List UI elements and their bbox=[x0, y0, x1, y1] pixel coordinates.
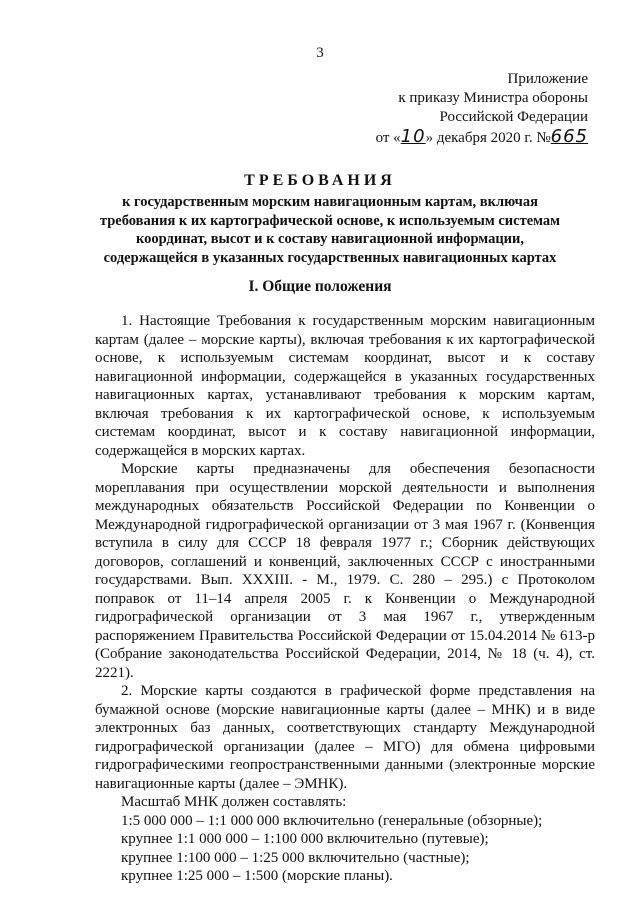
paragraph-4: Масштаб МНК должен составлять: bbox=[121, 794, 347, 810]
paragraph-2: Морские карты предназначены для обеспечения безопасности мореплавания при осуществлении морской деятельности и выполнения международных обязательств Российской Федерации по Конвенции о Международной гидрографической организации от 3 мая 1967 г. (Конвенция вступила в силу для СССР 18 февраля 1977 г.; Сборник действующих договоров, соглашений и конвенций, заключенных СССР с иностранными государствами. Вып. XXXIII. - М., 1979. С. 280 – 295.) с Протоколом поправок от 11–14 апреля 2005 г. к Конвенции о Международной гидрографической организации от 3 мая 1967 г., утвержденным распоряжением Правительства Российской Федерации от 15.04.2014 № 613-р (Собрание законодательства Российской Федерации, 2014, № 18 (ч. 4), ст. 2221). bbox=[95, 461, 595, 681]
document-body bbox=[95, 312, 595, 886]
date-prefix: от « bbox=[375, 130, 401, 146]
document-subtitle bbox=[80, 193, 580, 267]
section-heading: I. Общие положения bbox=[248, 278, 392, 295]
appendix-line-1: Приложение bbox=[507, 71, 588, 87]
appendix-date-line bbox=[338, 127, 588, 148]
list-item: крупнее 1:1 000 000 – 1:100 000 включительно (путевые); bbox=[121, 831, 489, 847]
appendix-block bbox=[338, 70, 588, 148]
list-item: 1:5 000 000 – 1:1 000 000 включительно (генеральные (обзорные); bbox=[121, 812, 543, 829]
date-middle: » декабря 2020 г. № bbox=[425, 130, 551, 146]
document-title: ТРЕБОВАНИЯ bbox=[244, 172, 396, 189]
subtitle-line: содержащейся в указанных государственных навигационных картах bbox=[103, 249, 557, 266]
page-number: 3 bbox=[316, 45, 324, 61]
subtitle-line: требования к их картографической основе, к используемым системам bbox=[99, 212, 561, 229]
appendix-line-3: Российской Федерации bbox=[439, 109, 588, 125]
list-item: крупнее 1:25 000 – 1:500 (морские планы). bbox=[121, 868, 393, 884]
scale-list bbox=[95, 812, 595, 886]
paragraph-3: 2. Морские карты создаются в графической форме представления на бумажной основе (морские навигационные карты (далее – МНК) и в виде электронных баз данных, соответствующих стандарту Международной гидрографической организации (далее – МГО) для обмена цифровыми гидрографическими геопространственными данными (электронные морские навигационные карты (далее – ЭМНК). bbox=[95, 683, 595, 792]
subtitle-line: к государственным морским навигационным картам, включая bbox=[122, 194, 538, 210]
paragraph-1: 1. Настоящие Требования к государственным морским навигационным картам (далее – морские карты), включая требования к их картографической основе, к используемым системам координат, высот и к составу навигационной информации, содержащейся в указанных государственных навигационных картах, устанавливают требования к морским картам, включая требования к их картографической основе, к используемым системам координат, высот и к составу навигационной информации, содержащейся в морских картах. bbox=[95, 313, 595, 459]
appendix-line-2: к приказу Министра обороны bbox=[398, 90, 588, 106]
handwritten-order-number: 665 bbox=[550, 126, 588, 147]
subtitle-line: координат, высот и к составу навигационной информации, bbox=[135, 231, 525, 247]
handwritten-day: 10 bbox=[400, 126, 426, 147]
list-item: крупнее 1:100 000 – 1:25 000 включительно (частные); bbox=[121, 849, 470, 866]
